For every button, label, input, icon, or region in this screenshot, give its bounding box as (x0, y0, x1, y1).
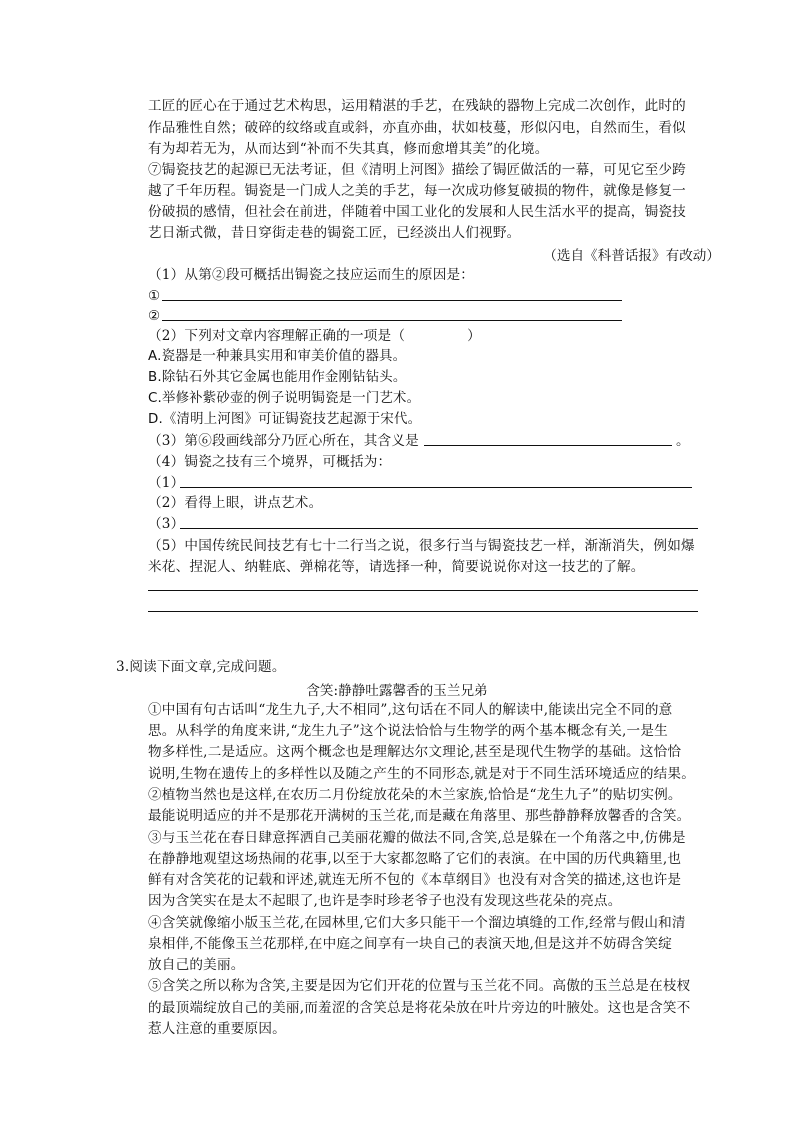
question-2-text: （2）下列对文章内容理解正确的一项是（ (148, 328, 406, 344)
passage-line: 份破损的感情，但社会在前进，伴随着中国工业化的发展和人民生活水平的提高，锔瓷技 (148, 204, 686, 220)
option-d: D.《清明上河图》可证锔瓷技艺起源于宋代。 (148, 412, 422, 427)
article-line: 因为含笑实在是太不起眼了,也许是李时珍老爷子也没有发现这些花朵的亮点。 (148, 893, 622, 909)
option-a: A.瓷器是一种兼具实用和审美价值的器具。 (148, 349, 407, 364)
article-line: 思。从科学的角度来讲,“龙生九子”这个说法恰恰与生物学的两个基本概念有关,一是生 (148, 723, 668, 739)
section-3-heading: 3.阅读下面文章,完成问题。 (116, 659, 286, 675)
answer-line[interactable] (180, 528, 698, 529)
passage-line: ⑦锔瓷技艺的起源已无法考证，但《清明上河图》描绘了锔匠做活的一幕，可见它至少跨 (148, 162, 686, 178)
question-5-line: （5）中国传统民间技艺有七十二行当之说，很多行当与锔瓷技艺一样，渐渐消失，例如爆 (148, 538, 695, 554)
answer-label: （1） (148, 475, 185, 491)
answer-line[interactable] (148, 590, 698, 591)
question-4: （4）锔瓷之技有三个境界，可概括为： (148, 454, 392, 470)
answer-label: （3） (148, 516, 185, 532)
article-line: 最能说明适应的并不是那花开满树的玉兰花,而是藏在角落里、那些静静释放馨香的含笑。 (148, 808, 691, 824)
passage-line: 有为却若无为，从而达到“补而不失其真，修而愈增其美”的化境。 (148, 141, 549, 157)
article-line: 鲜有对含笑花的记载和评述,就连无所不包的《本草纲目》也没有对含笑的描述,这也许是 (148, 872, 682, 888)
answer-line[interactable] (162, 300, 622, 301)
passage-line: 艺日渐式微，昔日穿街走巷的锔瓷工匠，已经淡出人们视野。 (148, 225, 521, 241)
option-b: B.除钻石外其它金属也能用作金刚钻钻头。 (148, 370, 407, 385)
answer-line[interactable] (162, 320, 622, 321)
answer-label: ① (148, 288, 161, 304)
article-line: ③与玉兰花在春日肆意挥洒自己美丽花瓣的做法不同,含笑,总是躲在一个角落之中,仿佛是 (148, 830, 686, 846)
article-line: 泉相伴,不能像玉兰花那样,在中庭之间享有一块自己的表演天地,但是这并不妨碍含笑绽 (148, 936, 672, 952)
article-line: 物多样性,二是适应。这两个概念也是理解达尔文理论,甚至是现代生物学的基础。这恰恰 (148, 744, 682, 760)
option-c: C.举修补紫砂壶的例子说明锔瓷是一门艺术。 (148, 391, 421, 406)
answer-line[interactable] (148, 611, 698, 612)
question-4-item-2: （2）看得上眼，讲点艺术。 (148, 495, 323, 511)
article-line: ⑤含笑之所以称为含笑,主要是因为它们开花的位置与玉兰花不同。高傲的玉兰总是在枝杈 (148, 978, 691, 994)
article-line: 的最顶端绽放自己的美丽,而羞涩的含笑总是将花朵放在叶片旁边的叶腋处。这也是含笑不 (148, 1000, 691, 1016)
article-line: 放自己的美丽。 (148, 957, 245, 973)
passage-line: 越了千年历程。锔瓷是一门成人之美的手艺，每一次成功修复破损的物件，就像是修复一 (148, 183, 686, 199)
answer-line[interactable] (424, 445, 672, 446)
article-line: ②植物当然也是这样,在农历二月份绽放花朵的木兰家族,恰恰是“龙生九子”的贴切实例。 (148, 787, 682, 803)
article-line: ④含笑就像缩小版玉兰花,在园林里,它们大多只能干一个溜边填缝的工作,经常与假山和清 (148, 915, 686, 931)
article-title: 含笑:静静吐露馨香的玉兰兄弟 (306, 683, 488, 699)
question-3-end: 。 (676, 433, 690, 449)
article-line: 惹人注意的重要原因。 (148, 1021, 286, 1037)
article-line: 说明,生物在遗传上的多样性以及随之产生的不同形态,就是对于不同生活环境适应的结果。 (148, 766, 695, 782)
question-2 (148, 326, 481, 346)
question-2-close: ） (467, 328, 481, 344)
article-line: 在静静地观望这场热闹的花事,以至于大家都忽略了它们的表演。在中国的历代典籍里,也 (148, 851, 682, 867)
question-3: （3）第⑥段画线部分乃匠心所在，其含义是 (148, 433, 419, 449)
answer-label: ② (148, 308, 161, 324)
passage-line: 工匠的匠心在于通过艺术构思，运用精湛的手艺，在残缺的器物上完成二次创作，此时的 (148, 98, 686, 114)
question-1: （1）从第②段可概括出锔瓷之技应运而生的原因是： (148, 267, 475, 283)
article-line: ①中国有句古话叫“龙生九子,大不相同”,这句话在不同人的解读中,能读出完全不同的意 (148, 702, 673, 718)
answer-line[interactable] (180, 487, 692, 488)
source-citation: （选自《科普话报》有改动） (543, 248, 720, 264)
question-5-line: 米花、捏泥人、纳鞋底、弹棉花等，请选择一种，简要说说你对这一技艺的了解。 (148, 559, 645, 575)
passage-line: 作品雅性自然；破碎的纹络或直或斜，亦直亦曲，状如枝蔓，形似闪电，自然而生，看似 (148, 120, 686, 136)
